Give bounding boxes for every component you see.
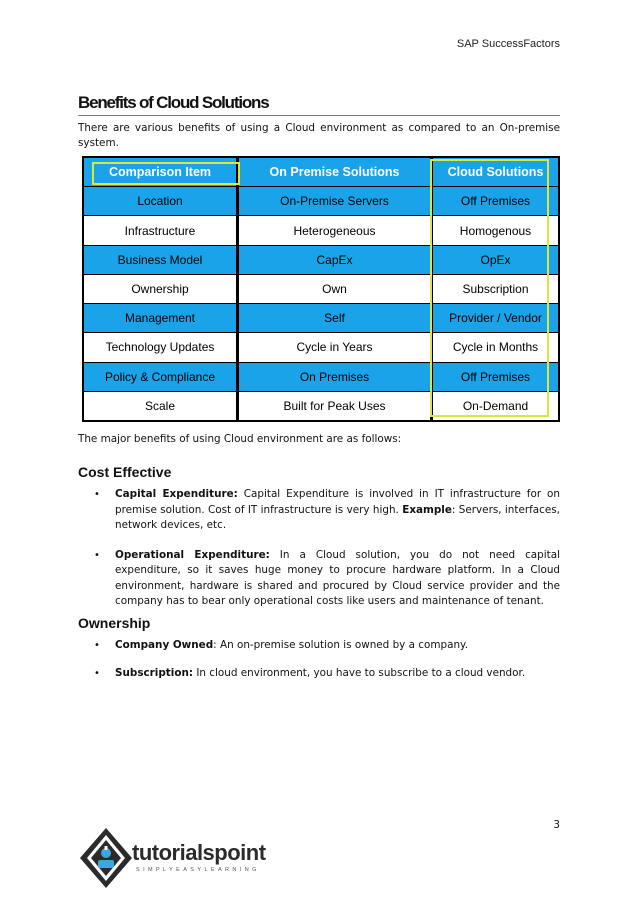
logo-wordmark: tutorialspoint	[132, 840, 266, 865]
table-header-cell: On Premise Solutions	[239, 158, 430, 186]
ownership-list	[78, 638, 560, 681]
table-cell: OpEx	[433, 246, 558, 274]
bullet-icon: •	[94, 667, 100, 679]
benefits-intro: The major benefits of using Cloud environment are as follows:	[78, 433, 402, 445]
table-cell: Own	[239, 275, 430, 303]
list-item	[78, 638, 560, 654]
item-text: In a Cloud solution, you do not need capital expenditure, so it saves huge money to procure hardware platform. In a Cloud environment, hardware is shared and procured by Cloud service provider and the company has to bear only operational costs like users and maintenance of tenant.	[115, 548, 560, 607]
item-text: Capital Expenditure is involved in IT infrastructure for on premise solution. Cost of IT infrastructure is very high.	[115, 488, 560, 516]
table-cell: Technology Updates	[84, 333, 236, 361]
logo-diamond-icon	[78, 826, 134, 890]
table-cell: Ownership	[84, 275, 236, 303]
table-cell: Heterogeneous	[239, 216, 430, 244]
heading-ownership: Ownership	[78, 615, 151, 631]
table-cell: Infrastructure	[84, 216, 236, 244]
table-cell: On-Demand	[433, 392, 558, 420]
table-cell: On Premises	[239, 363, 430, 391]
table-cell: Policy & Compliance	[84, 363, 236, 391]
tutorialspoint-logo	[78, 826, 278, 890]
item-bold: Example	[402, 503, 452, 516]
table-cell: Self	[239, 304, 430, 332]
comparison-table	[82, 156, 560, 422]
list-item	[78, 487, 560, 534]
bullet-icon: •	[94, 549, 100, 561]
item-label: Subscription:	[115, 666, 194, 679]
table-cell: On-Premise Servers	[239, 187, 430, 215]
table-cell: Scale	[84, 392, 236, 420]
intro-paragraph: There are various benefits of using a Cloud environment as compared to an On-premise system.	[78, 122, 560, 149]
logo-tagline: SIMPLYEASYLEARNING	[136, 867, 260, 873]
item-text: In cloud environment, you have to subscribe to a cloud vendor.	[193, 666, 526, 679]
table-cell: Homogenous	[433, 216, 558, 244]
item-label: Company Owned	[115, 639, 214, 651]
table-cell: Built for Peak Uses	[239, 392, 430, 420]
bullet-icon: •	[94, 640, 100, 651]
table-header-cell: Comparison Item	[84, 158, 236, 186]
list-item	[78, 666, 560, 682]
table-cell: Cycle in Months	[433, 333, 558, 361]
item-text: : Servers, interfaces, network devices, etc.	[115, 503, 560, 531]
heading-cost-effective: Cost Effective	[78, 464, 172, 480]
table-cell: Subscription	[433, 275, 558, 303]
table-cell: Provider / Vendor	[433, 304, 558, 332]
table-cell: Management	[84, 304, 236, 332]
table-cell: Cycle in Years	[239, 333, 430, 361]
table-cell: Off Premises	[433, 187, 558, 215]
table-cell: CapEx	[239, 246, 430, 274]
table-cell: Location	[84, 187, 236, 215]
item-label: Capital Expenditure:	[115, 488, 238, 500]
item-text: : An on-premise solution is owned by a company.	[213, 639, 469, 651]
page-number: 3	[553, 819, 560, 831]
table-cell: Business Model	[84, 246, 236, 274]
table-cell: Off Premises	[433, 363, 558, 391]
cost-list	[78, 487, 560, 610]
table-header-cell: Cloud Solutions	[433, 158, 558, 186]
section-title: Benefits of Cloud Solutions	[78, 93, 560, 116]
item-label: Operational Expenditure:	[115, 548, 270, 561]
running-header: SAP SuccessFactors	[456, 38, 560, 50]
bullet-icon: •	[94, 489, 100, 500]
list-item	[78, 548, 560, 610]
